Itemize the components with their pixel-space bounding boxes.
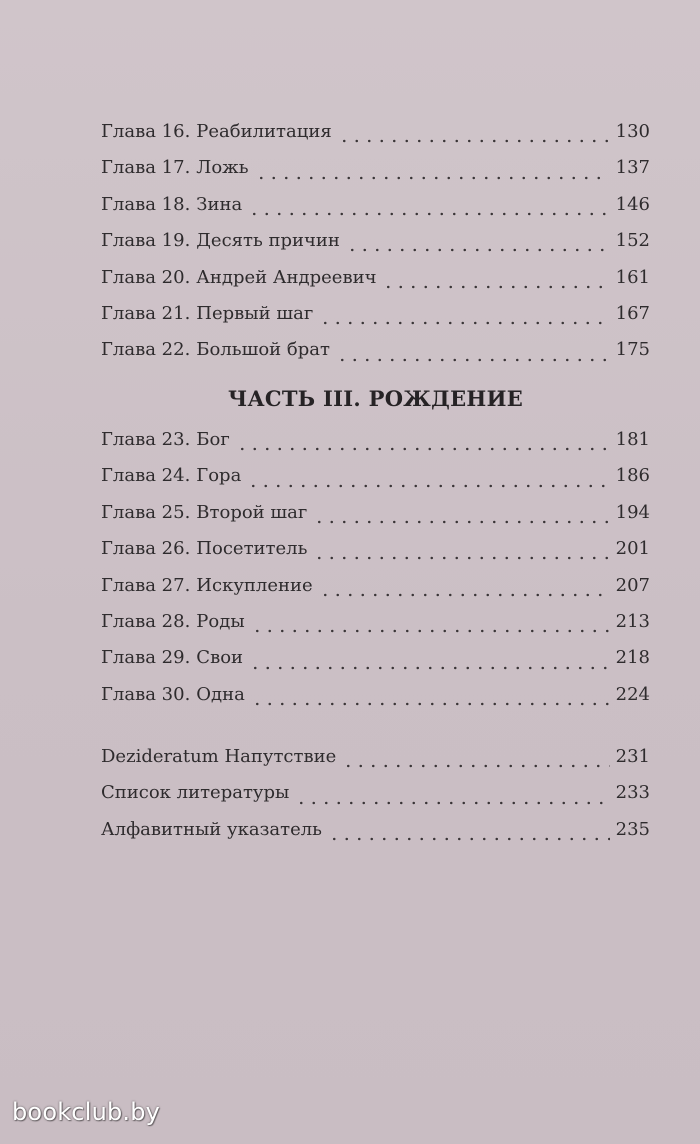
page-number: 167 xyxy=(615,302,650,324)
toc-entry xyxy=(101,742,650,778)
chapter-title: Гора xyxy=(196,465,242,487)
dot-leader xyxy=(249,666,610,670)
toc-entry xyxy=(101,643,650,679)
chapter-number: Глава 27. xyxy=(101,574,191,596)
chapter-title: Свои xyxy=(196,647,244,669)
dot-leader xyxy=(251,629,610,633)
part-heading: ЧАСТЬ III. РОЖДЕНИЕ xyxy=(227,386,524,411)
page-number: 231 xyxy=(615,746,650,767)
toc-entry xyxy=(101,680,650,716)
toc-entry xyxy=(101,815,650,851)
toc-entry xyxy=(101,190,650,226)
toc-group-1 xyxy=(101,117,650,372)
toc-entry xyxy=(101,263,650,299)
dot-leader xyxy=(251,702,610,706)
section-title: Алфавитный указатель xyxy=(101,818,322,840)
dot-leader xyxy=(346,248,610,252)
page-number: 213 xyxy=(615,610,650,632)
page-number: 130 xyxy=(615,121,650,142)
page-number: 152 xyxy=(615,230,650,252)
dot-leader xyxy=(313,520,609,524)
toc-group-3 xyxy=(101,742,650,851)
toc-entry xyxy=(101,117,650,153)
section-title: Deziderаtum Напутствие xyxy=(101,746,337,767)
page-number: 224 xyxy=(615,683,650,705)
chapter-title: Бог xyxy=(196,429,230,450)
chapter-title: Зина xyxy=(196,193,243,215)
chapter-number: Глава 30. xyxy=(101,683,191,705)
chapter-title: Реабилитация xyxy=(196,121,332,142)
dot-leader xyxy=(336,358,610,362)
chapter-number: Глава 23. xyxy=(101,429,191,450)
chapter-title: Ложь xyxy=(196,157,249,179)
toc-entry xyxy=(101,299,650,335)
chapter-number: Глава 28. xyxy=(101,610,191,632)
toc-group-2 xyxy=(101,425,650,716)
toc-entry xyxy=(101,226,650,262)
chapter-title: Большой брат xyxy=(196,339,330,361)
chapter-number: Глава 20. xyxy=(101,266,191,288)
chapter-title: Роды xyxy=(196,610,245,632)
chapter-title: Искупление xyxy=(196,574,313,596)
chapter-title: Первый шаг xyxy=(196,302,314,324)
dot-leader xyxy=(382,285,609,289)
toc-entry xyxy=(101,607,650,643)
page-number: 181 xyxy=(615,429,650,450)
page-number: 233 xyxy=(615,782,650,804)
chapter-title: Андрей Андреевич xyxy=(196,266,377,288)
page-number: 146 xyxy=(615,193,650,215)
page-number: 201 xyxy=(615,538,650,560)
dot-leader xyxy=(247,484,609,488)
chapter-title: Десять причин xyxy=(196,230,340,252)
toc-entry xyxy=(101,461,650,497)
chapter-number: Глава 26. xyxy=(101,538,191,560)
dot-leader xyxy=(319,593,610,597)
section-title: Список литературы xyxy=(101,782,290,804)
toc-entry xyxy=(101,534,650,570)
page-number: 235 xyxy=(615,818,650,840)
toc-entry xyxy=(101,498,650,534)
chapter-number: Глава 21. xyxy=(101,302,191,324)
chapter-number: Глава 24. xyxy=(101,465,191,487)
dot-leader xyxy=(248,212,609,216)
dot-leader xyxy=(255,176,610,180)
chapter-number: Глава 29. xyxy=(101,647,191,669)
chapter-number: Глава 19. xyxy=(101,230,191,252)
dot-leader xyxy=(313,556,609,560)
chapter-title: Второй шаг xyxy=(196,501,308,523)
dot-leader xyxy=(295,801,609,805)
page-number: 137 xyxy=(615,157,650,179)
page-number: 194 xyxy=(615,501,650,523)
chapter-number: Глава 25. xyxy=(101,501,191,523)
toc-entry xyxy=(101,425,650,461)
chapter-number: Глава 22. xyxy=(101,339,191,361)
page-number: 161 xyxy=(615,266,650,288)
dot-leader xyxy=(342,764,609,768)
chapter-number: Глава 17. xyxy=(101,157,191,179)
chapter-number: Глава 18. xyxy=(101,193,191,215)
chapter-title: Одна xyxy=(196,683,245,705)
toc-entry xyxy=(101,153,650,189)
dot-leader xyxy=(338,139,610,143)
chapter-number: Глава 16. xyxy=(101,121,191,142)
page-number: 218 xyxy=(615,647,650,669)
chapter-title: Посетитель xyxy=(196,538,308,560)
page-number: 186 xyxy=(615,465,650,487)
dot-leader xyxy=(236,447,610,451)
page-number: 207 xyxy=(615,574,650,596)
toc-entry xyxy=(101,335,650,371)
dot-leader xyxy=(319,321,609,325)
toc-entry xyxy=(101,778,650,814)
dot-leader xyxy=(328,837,610,841)
watermark: bookclub.by xyxy=(12,1098,161,1126)
toc-entry xyxy=(101,571,650,607)
page-number: 175 xyxy=(615,339,650,361)
